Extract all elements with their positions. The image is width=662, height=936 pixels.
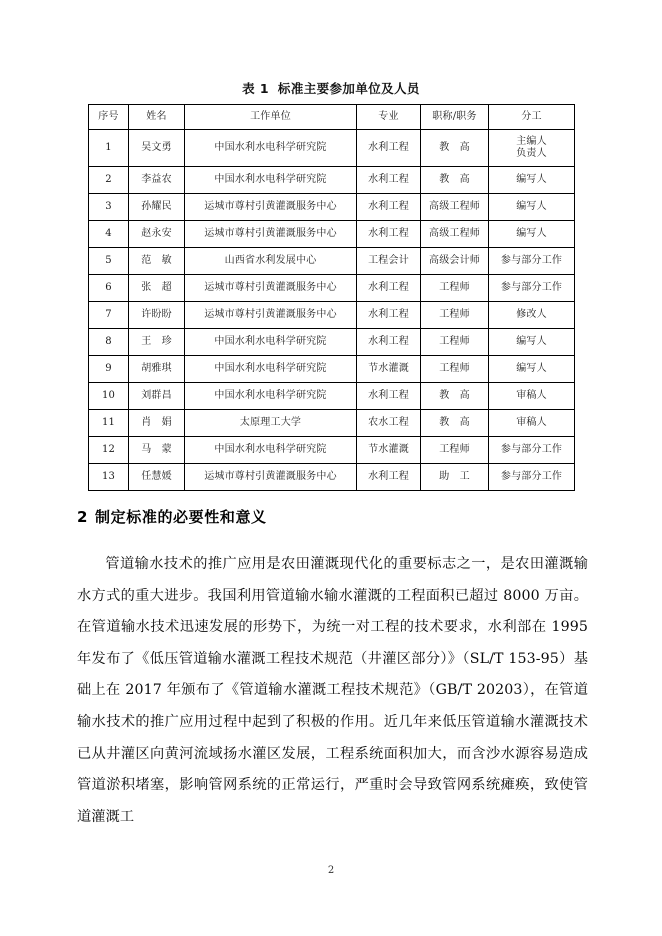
table-row	[89, 248, 575, 275]
cell-role: 编写人	[489, 221, 575, 248]
table-row	[89, 464, 575, 491]
cell-no: 2	[89, 167, 129, 194]
column-header-no: 序号	[89, 105, 129, 130]
cell-no: 12	[89, 437, 129, 464]
cell-org: 运城市尊村引黄灌溉服务中心	[185, 275, 357, 302]
cell-name: 马 蒙	[129, 437, 185, 464]
cell-no: 13	[89, 464, 129, 491]
cell-role: 编写人	[489, 356, 575, 383]
participants-table-container	[88, 104, 574, 491]
cell-role: 参与部分工作	[489, 464, 575, 491]
cell-org: 山西省水利发展中心	[185, 248, 357, 275]
cell-role: 编写人	[489, 167, 575, 194]
cell-major: 水利工程	[357, 221, 421, 248]
table-header-row	[89, 105, 575, 130]
cell-name: 胡雅琪	[129, 356, 185, 383]
cell-role: 审稿人	[489, 383, 575, 410]
cell-title: 教 高	[421, 130, 489, 167]
cell-name: 孙耀民	[129, 194, 185, 221]
cell-no: 1	[89, 130, 129, 167]
cell-major: 节水灌溉	[357, 356, 421, 383]
table-row	[89, 437, 575, 464]
table-row	[89, 356, 575, 383]
column-header-org: 工作单位	[185, 105, 357, 130]
column-header-name: 姓名	[129, 105, 185, 130]
cell-no: 11	[89, 410, 129, 437]
table-row	[89, 130, 575, 167]
table-header	[89, 105, 575, 130]
table-row	[89, 167, 575, 194]
body-text-block	[77, 549, 588, 833]
cell-name: 许盼盼	[129, 302, 185, 329]
cell-role-line2: 负责人	[516, 148, 547, 159]
cell-role: 参与部分工作	[489, 437, 575, 464]
section-number: 2	[77, 508, 89, 526]
cell-name: 任慧媛	[129, 464, 185, 491]
cell-org: 中国水利水电科学研究院	[185, 329, 357, 356]
cell-org: 中国水利水电科学研究院	[185, 383, 357, 410]
cell-org: 中国水利水电科学研究院	[185, 356, 357, 383]
cell-role: 审稿人	[489, 410, 575, 437]
cell-title: 工程师	[421, 275, 489, 302]
table-caption-label: 表 1	[242, 81, 269, 96]
participants-table	[88, 104, 575, 491]
cell-org: 中国水利水电科学研究院	[185, 130, 357, 167]
cell-major: 水利工程	[357, 194, 421, 221]
cell-role: 参与部分工作	[489, 275, 575, 302]
cell-org: 太原理工大学	[185, 410, 357, 437]
table-row	[89, 410, 575, 437]
cell-org: 运城市尊村引黄灌溉服务中心	[185, 302, 357, 329]
cell-name: 王 珍	[129, 329, 185, 356]
cell-name: 刘群昌	[129, 383, 185, 410]
cell-org: 运城市尊村引黄灌溉服务中心	[185, 464, 357, 491]
column-header-role: 分工	[489, 105, 575, 130]
cell-major: 水利工程	[357, 464, 421, 491]
cell-no: 10	[89, 383, 129, 410]
cell-title: 高级工程师	[421, 194, 489, 221]
cell-title: 工程师	[421, 356, 489, 383]
cell-major: 水利工程	[357, 275, 421, 302]
cell-title: 教 高	[421, 410, 489, 437]
page-number: 2	[327, 865, 335, 876]
cell-major: 水利工程	[357, 302, 421, 329]
table-row	[89, 302, 575, 329]
column-header-major: 专业	[357, 105, 421, 130]
cell-name: 赵永安	[129, 221, 185, 248]
cell-org: 运城市尊村引黄灌溉服务中心	[185, 221, 357, 248]
table-caption-title: 标准主要参加单位及人员	[277, 81, 420, 96]
cell-name: 李益农	[129, 167, 185, 194]
table-body	[89, 130, 575, 491]
cell-title: 工程师	[421, 329, 489, 356]
cell-major: 水利工程	[357, 167, 421, 194]
cell-major: 水利工程	[357, 130, 421, 167]
cell-title: 助 工	[421, 464, 489, 491]
cell-name: 张 超	[129, 275, 185, 302]
cell-name: 范 敏	[129, 248, 185, 275]
cell-org: 运城市尊村引黄灌溉服务中心	[185, 194, 357, 221]
table-row	[89, 275, 575, 302]
cell-role	[489, 130, 575, 167]
cell-title: 工程师	[421, 437, 489, 464]
table-row	[89, 221, 575, 248]
cell-role-line1: 主编人	[516, 135, 547, 147]
cell-name: 肖 娟	[129, 410, 185, 437]
table-row	[89, 194, 575, 221]
cell-name: 吴文勇	[129, 130, 185, 167]
cell-title: 工程师	[421, 302, 489, 329]
column-header-title: 职称/职务	[421, 105, 489, 130]
cell-major: 水利工程	[357, 329, 421, 356]
body-paragraph: 管道输水技术的推广应用是农田灌溉现代化的重要标志之一，是农田灌溉输水方式的重大进步。我国利用管道输水输水灌溉的工程面积已超过 8000 万亩。在管道输水技术迅速发展的形势下，为统一对工程的技术要求，水利部在 1995 年发布了《低压管道输水灌溉工程技术规范（井灌区部分）》（SL/T 153-95）基础上在 2017 年颁布了《管道输水灌溉工程技术规范》（GB/T 20203），在管道输水技术的推广应用过程中起到了积极的作用。近几年来低压管道输水灌溉技术已从井灌区向黄河流域扬水灌区发展，工程系统面积加大，而含沙水源容易造成管道淤积堵塞，影响管网系统的正常运行，严重时会导致管网系统瘫痪，致使管道灌溉工	[77, 556, 588, 825]
cell-major: 工程会计	[357, 248, 421, 275]
cell-no: 8	[89, 329, 129, 356]
cell-major: 水利工程	[357, 383, 421, 410]
cell-org: 中国水利水电科学研究院	[185, 437, 357, 464]
cell-major: 节水灌溉	[357, 437, 421, 464]
table-row	[89, 329, 575, 356]
cell-title: 高级会计师	[421, 248, 489, 275]
section-title: 制定标准的必要性和意义	[95, 508, 267, 526]
cell-title: 高级工程师	[421, 221, 489, 248]
cell-org: 中国水利水电科学研究院	[185, 167, 357, 194]
cell-major: 农水工程	[357, 410, 421, 437]
cell-no: 5	[89, 248, 129, 275]
cell-role: 编写人	[489, 194, 575, 221]
cell-no: 7	[89, 302, 129, 329]
cell-no: 9	[89, 356, 129, 383]
cell-no: 6	[89, 275, 129, 302]
cell-role: 修改人	[489, 302, 575, 329]
cell-role: 参与部分工作	[489, 248, 575, 275]
cell-role: 编写人	[489, 329, 575, 356]
table-row	[89, 383, 575, 410]
cell-no: 3	[89, 194, 129, 221]
section-heading	[77, 506, 267, 527]
cell-no: 4	[89, 221, 129, 248]
cell-title: 教 高	[421, 167, 489, 194]
cell-title: 教 高	[421, 383, 489, 410]
table-caption	[0, 79, 662, 97]
